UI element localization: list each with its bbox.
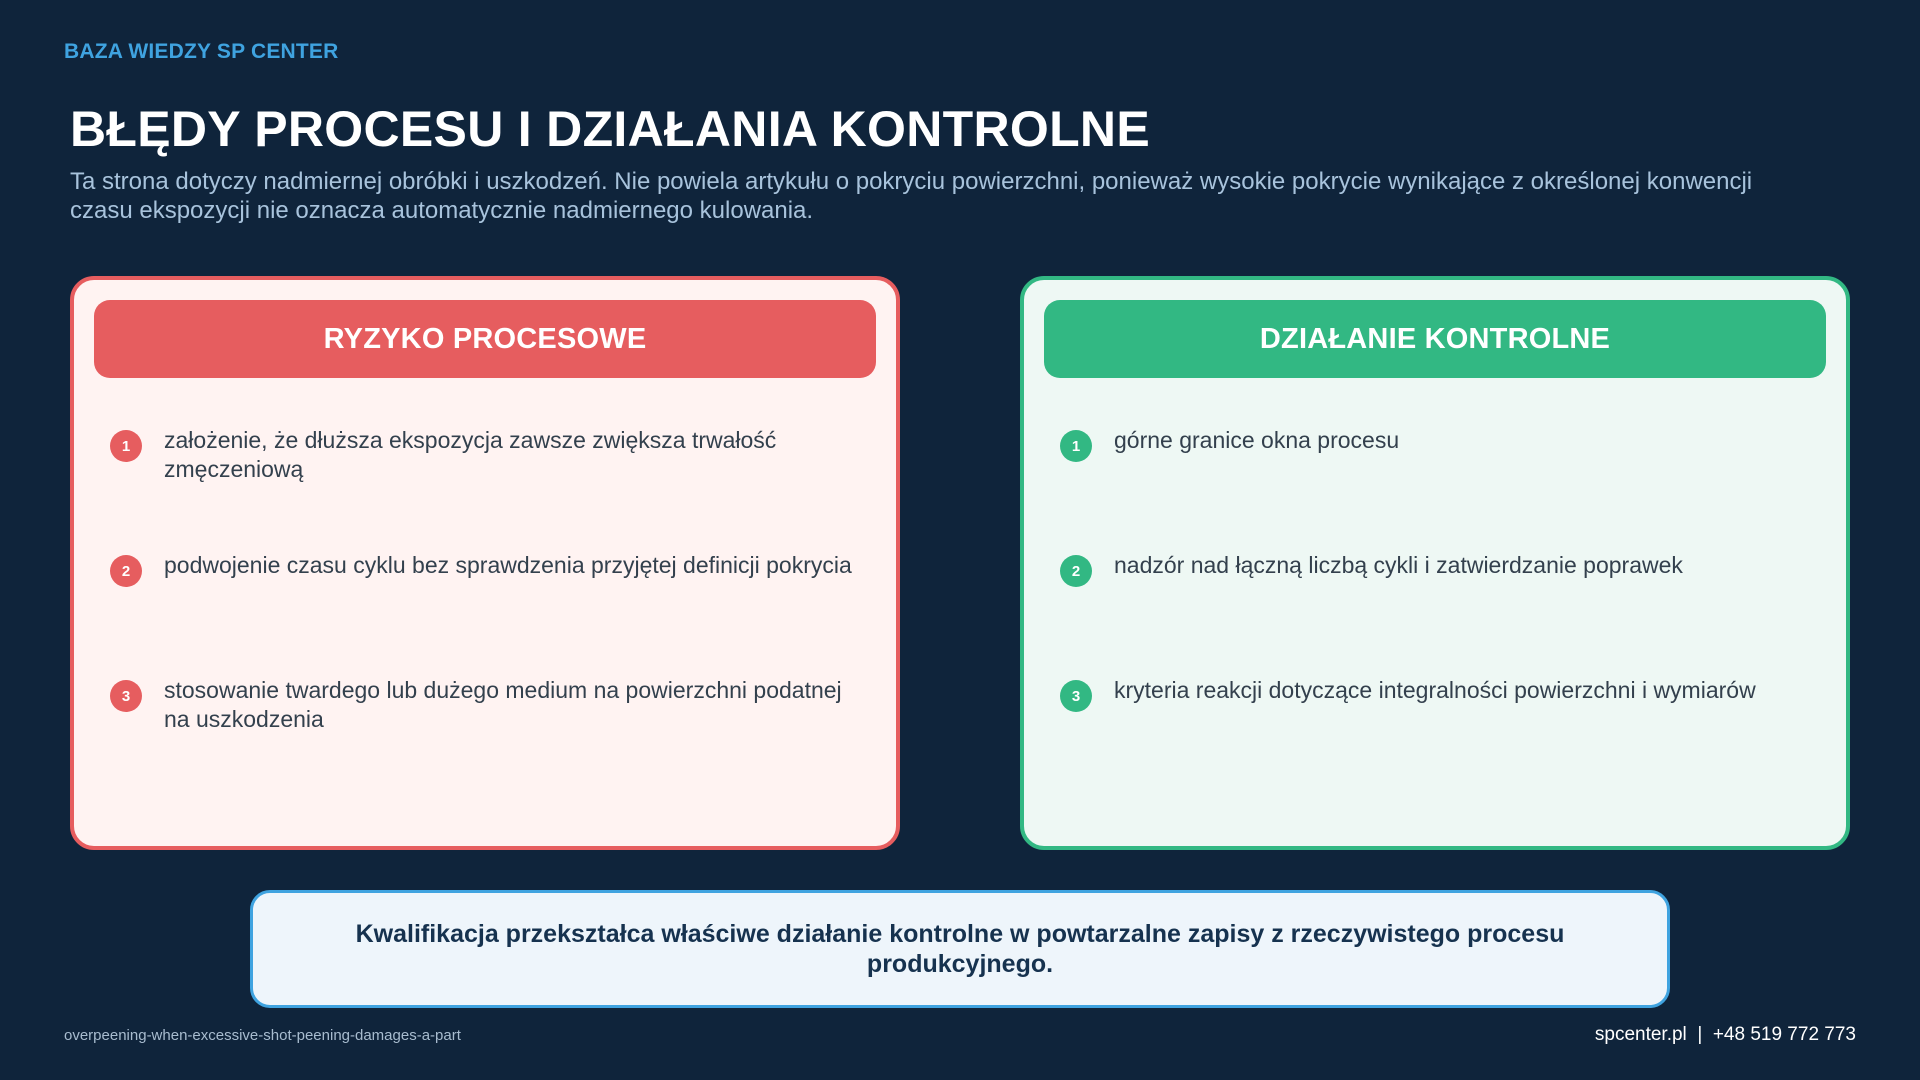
risk-item: [110, 551, 870, 587]
number-badge: 1: [1060, 430, 1092, 462]
risk-item: [110, 426, 870, 484]
risk-card-header: RYZYKO PROCESOWE: [94, 300, 876, 378]
number-badge: 2: [110, 555, 142, 587]
number-badge: 3: [1060, 680, 1092, 712]
number-badge: 1: [110, 430, 142, 462]
control-item: [1060, 676, 1820, 712]
risk-item-text: podwojenie czasu cyklu bez sprawdzenia przyjętej definicji pokrycia: [164, 552, 852, 578]
control-item-text: górne granice okna procesu: [1114, 427, 1400, 453]
risk-item: [110, 676, 870, 734]
control-item-text: kryteria reakcji dotyczące integralności powierzchni i wymiarów: [1114, 677, 1756, 703]
risk-item-text: założenie, że dłuższa ekspozycja zawsze zwiększa trwałość zmęczeniową: [164, 427, 777, 482]
number-badge: 2: [1060, 555, 1092, 587]
control-card-header: DZIAŁANIE KONTROLNE: [1044, 300, 1826, 378]
control-card: [1020, 276, 1850, 850]
page-title: BŁĘDY PROCESU I DZIAŁANIA KONTROLNE: [70, 101, 1150, 157]
summary-banner: Kwalifikacja przekształca właściwe działanie kontrolne w powtarzalne zapisy z rzeczywistego procesu produkcyjnego.: [250, 890, 1670, 1008]
brand-label: BAZA WIEDZY SP CENTER: [64, 40, 339, 63]
footer-slug: overpeening-when-excessive-shot-peening-damages-a-part: [64, 1027, 461, 1044]
page-subtitle: Ta strona dotyczy nadmiernej obróbki i uszkodzeń. Nie powiela artykułu o pokryciu powierzchni, ponieważ wysokie pokrycie wynikające z określonej konwencji czasu ekspozycji nie oznacza automatycznie nadmiernego kulowania.: [70, 168, 1753, 224]
control-item-text: nadzór nad łączną liczbą cykli i zatwierdzanie poprawek: [1114, 552, 1683, 578]
control-item: [1060, 551, 1820, 587]
control-item: [1060, 426, 1820, 462]
footer-contact: spcenter.pl | +48 519 772 773: [1594, 1024, 1856, 1045]
number-badge: 3: [110, 680, 142, 712]
risk-card: [70, 276, 900, 850]
risk-item-text: stosowanie twardego lub dużego medium na powierzchni podatnej na uszkodzenia: [164, 677, 842, 732]
